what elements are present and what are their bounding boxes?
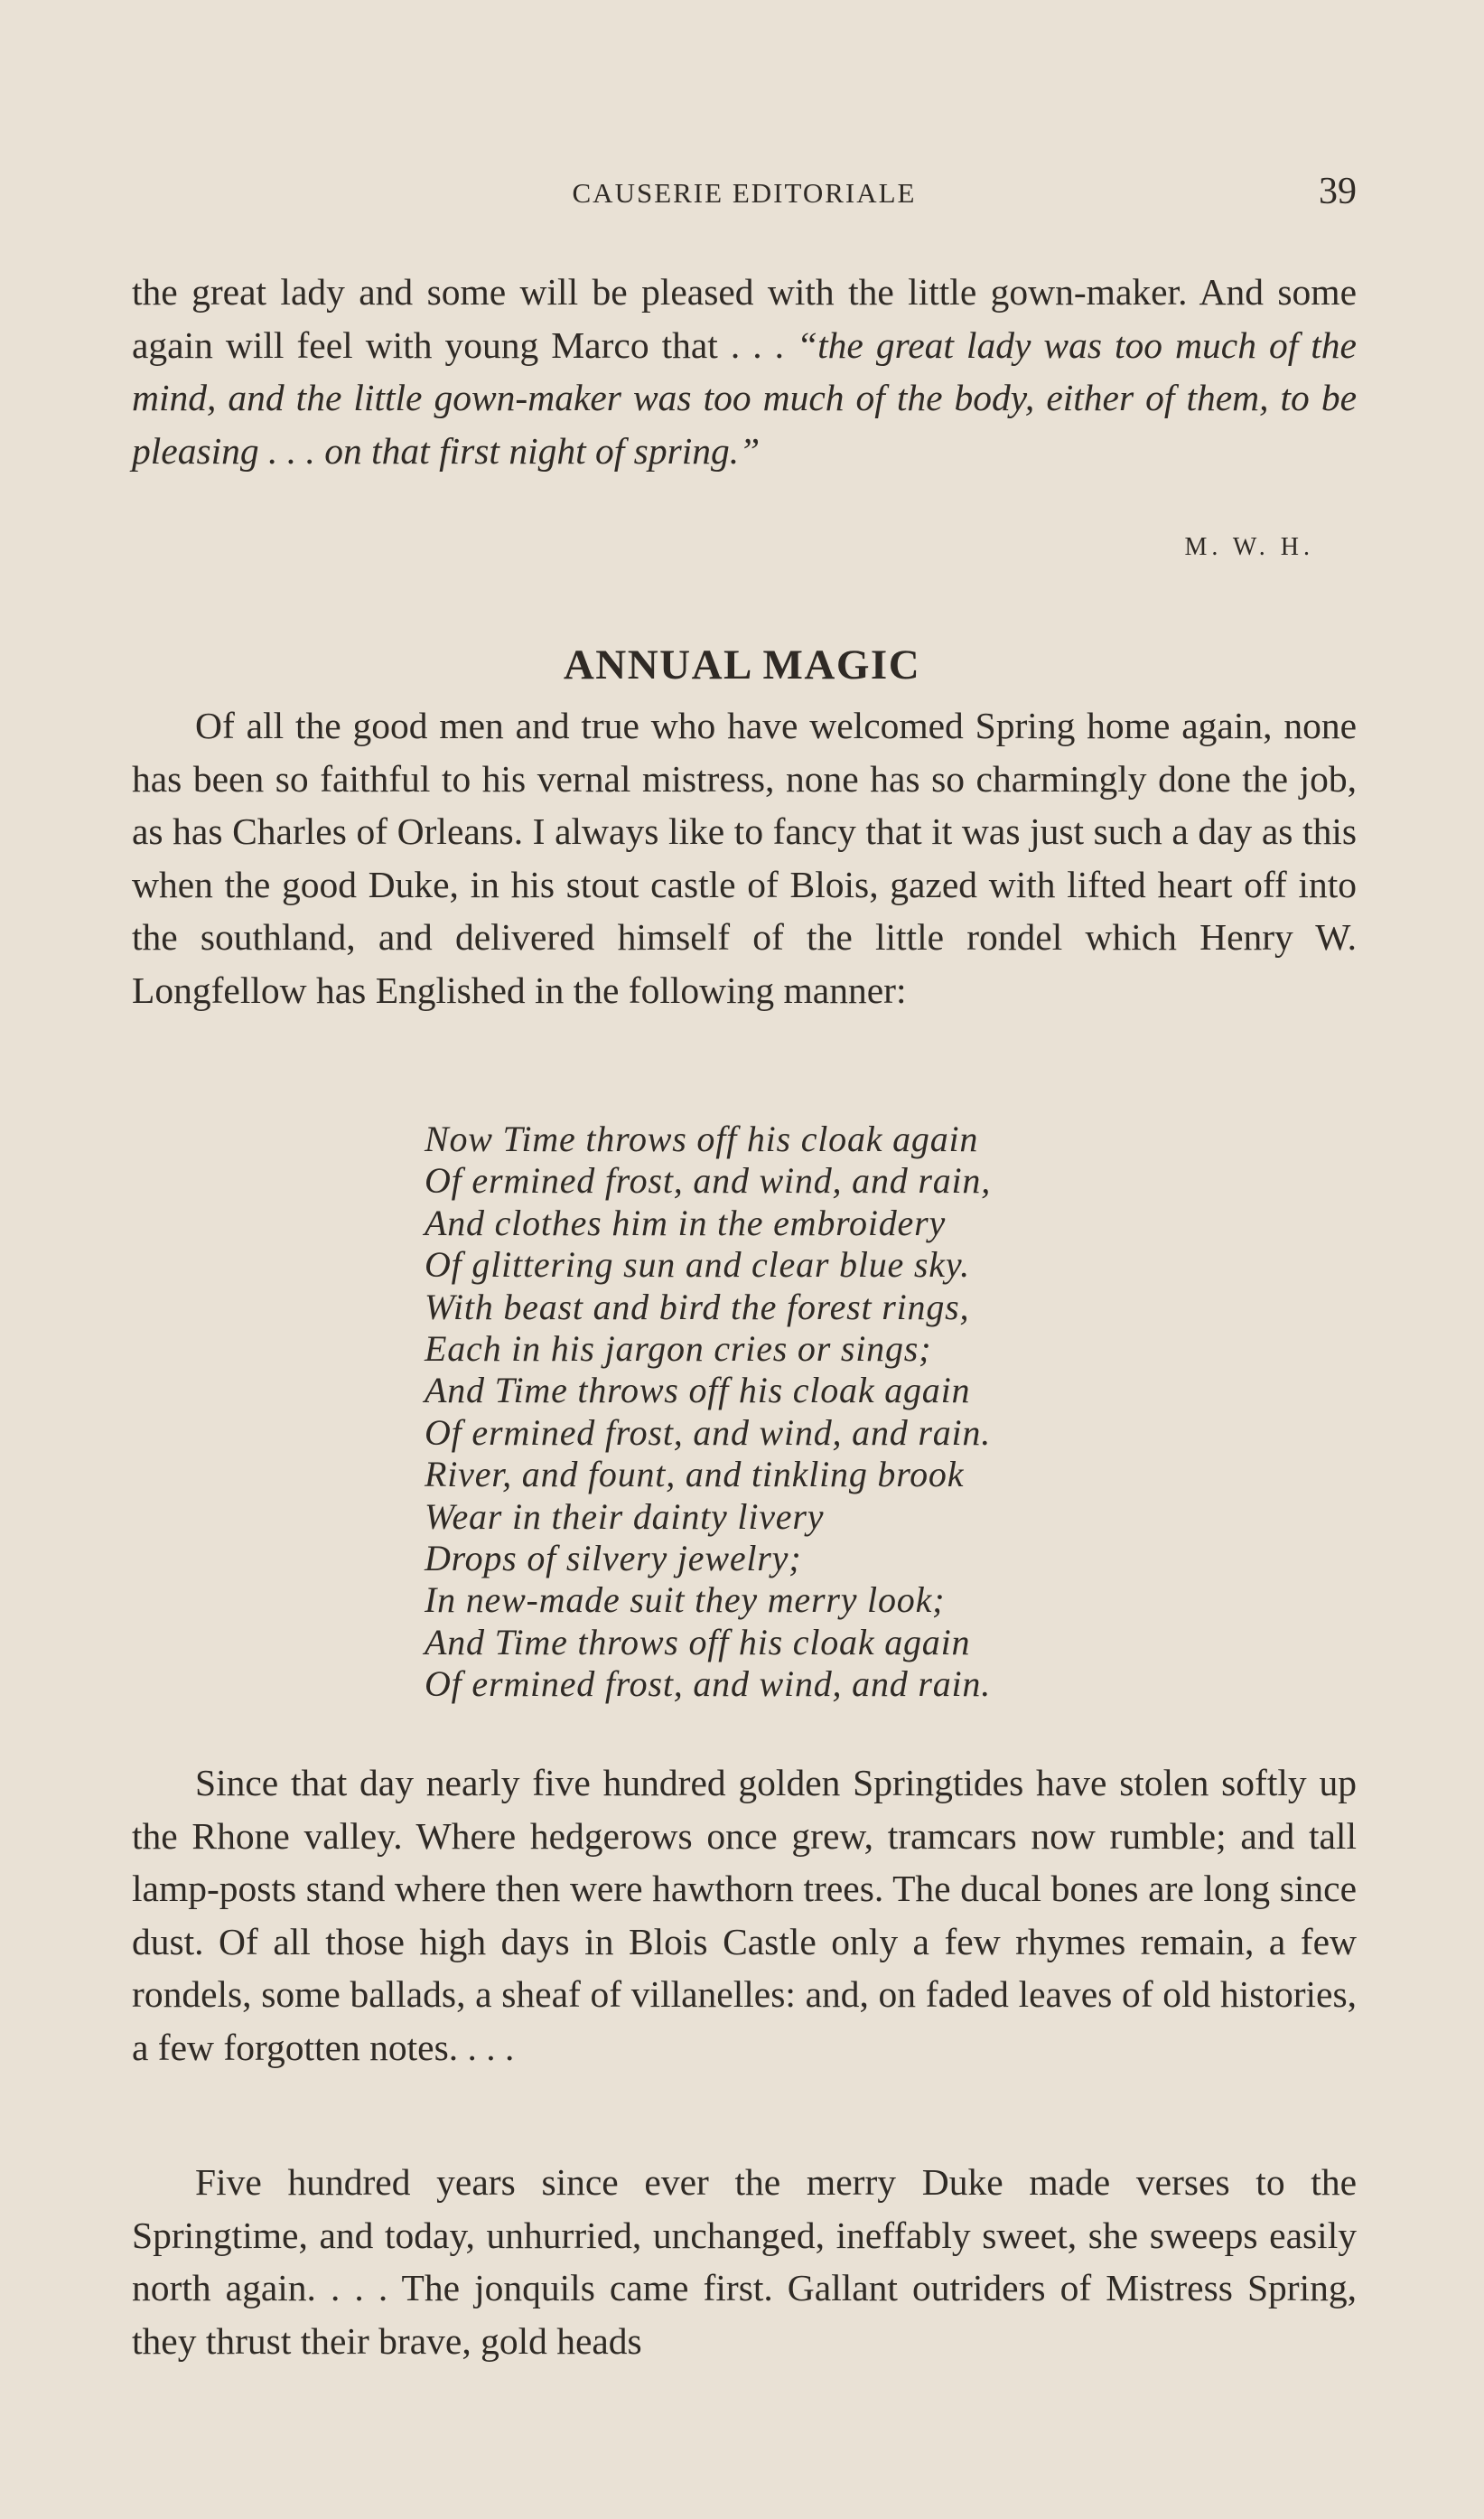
- poem-line: And Time throws off his cloak again: [425, 1370, 971, 1411]
- continued-paragraph-italic-quote: “the great lady was too much of the mind, and the little gown-maker was too much of the body, either of them, to be pleasing . . . on that first night of spring.”: [132, 323, 1357, 472]
- page-header: [132, 170, 1357, 215]
- continued-paragraph: [132, 266, 1357, 477]
- author-signature: M. W. H.: [1184, 533, 1314, 561]
- poem-line: And clothes him in the embroidery: [425, 1202, 947, 1243]
- poem-line: Of ermined frost, and wind, and rain.: [425, 1663, 992, 1705]
- poem-line: Each in his jargon cries or sings;: [425, 1328, 932, 1370]
- continued-paragraph-roman-text: the great lady and some will be pleased with the little gown-maker. And some again will feel with young Marco that . . .: [132, 271, 1357, 366]
- final-paragraph: [132, 2156, 1357, 2367]
- poem-line: With beast and bird the forest rings,: [425, 1286, 970, 1327]
- after-poem-paragraph-text: Since that day nearly five hundred golden Springtides have stolen softly up the Rhone valley. Where hedgerows once grew, tramcars now rumble; and tall lamp-posts stand where then were hawthorn trees. The ducal bones are long since dust. Of all those high days in Blois Castle only a few rhymes remain, a few rondels, some ballads, a sheaf of villanelles: and, on faded leaves of old histories, a few forgotten notes. . . .: [132, 1762, 1357, 2068]
- poem-line: And Time throws off his cloak again: [425, 1621, 971, 1662]
- poem-line: Of ermined frost, and wind, and rain,: [425, 1160, 992, 1202]
- poem-line: Drops of silvery jewelry;: [425, 1538, 802, 1579]
- page-number: 39: [1319, 171, 1357, 212]
- intro-paragraph-text: Of all the good men and true who have welcomed Spring home again, none has been so faithful to his vernal mistress, none has so charmingly done the job, as has Charles of Orleans. I always like to fancy that it was just such a day as this when the good Duke, in his stout castle of Blois, gazed with lifted heart off into the southland, and delivered himself of the little rondel which Henry W. Longfellow has Englished in the following manner:: [132, 705, 1357, 1011]
- section-title: ANNUAL MAGIC: [563, 641, 921, 689]
- final-paragraph-text: Five hundred years since ever the merry Duke made verses to the Springtime, and today, unhurried, unchanged, ineffably sweet, she sweeps easily north again. . . . The jonquils came first. Gallant outriders of Mistress Spring, they thrust their brave, gold heads: [132, 2161, 1357, 2362]
- poem-line: Now Time throws off his cloak again: [425, 1119, 979, 1159]
- poem-line: Wear in their dainty livery: [425, 1495, 825, 1537]
- after-poem-paragraph: [132, 1756, 1357, 2074]
- running-head: CAUSERIE EDITORIALE: [572, 177, 917, 209]
- poem-line: Of glittering sun and clear blue sky.: [425, 1244, 970, 1286]
- poem-line: River, and fount, and tinkling brook: [425, 1454, 965, 1495]
- intro-paragraph: [132, 699, 1357, 1016]
- poem-line: Of ermined frost, and wind, and rain.: [425, 1411, 992, 1453]
- poem-line: In new-made suit they merry look;: [425, 1579, 946, 1621]
- poem-rondel: [425, 1119, 991, 1706]
